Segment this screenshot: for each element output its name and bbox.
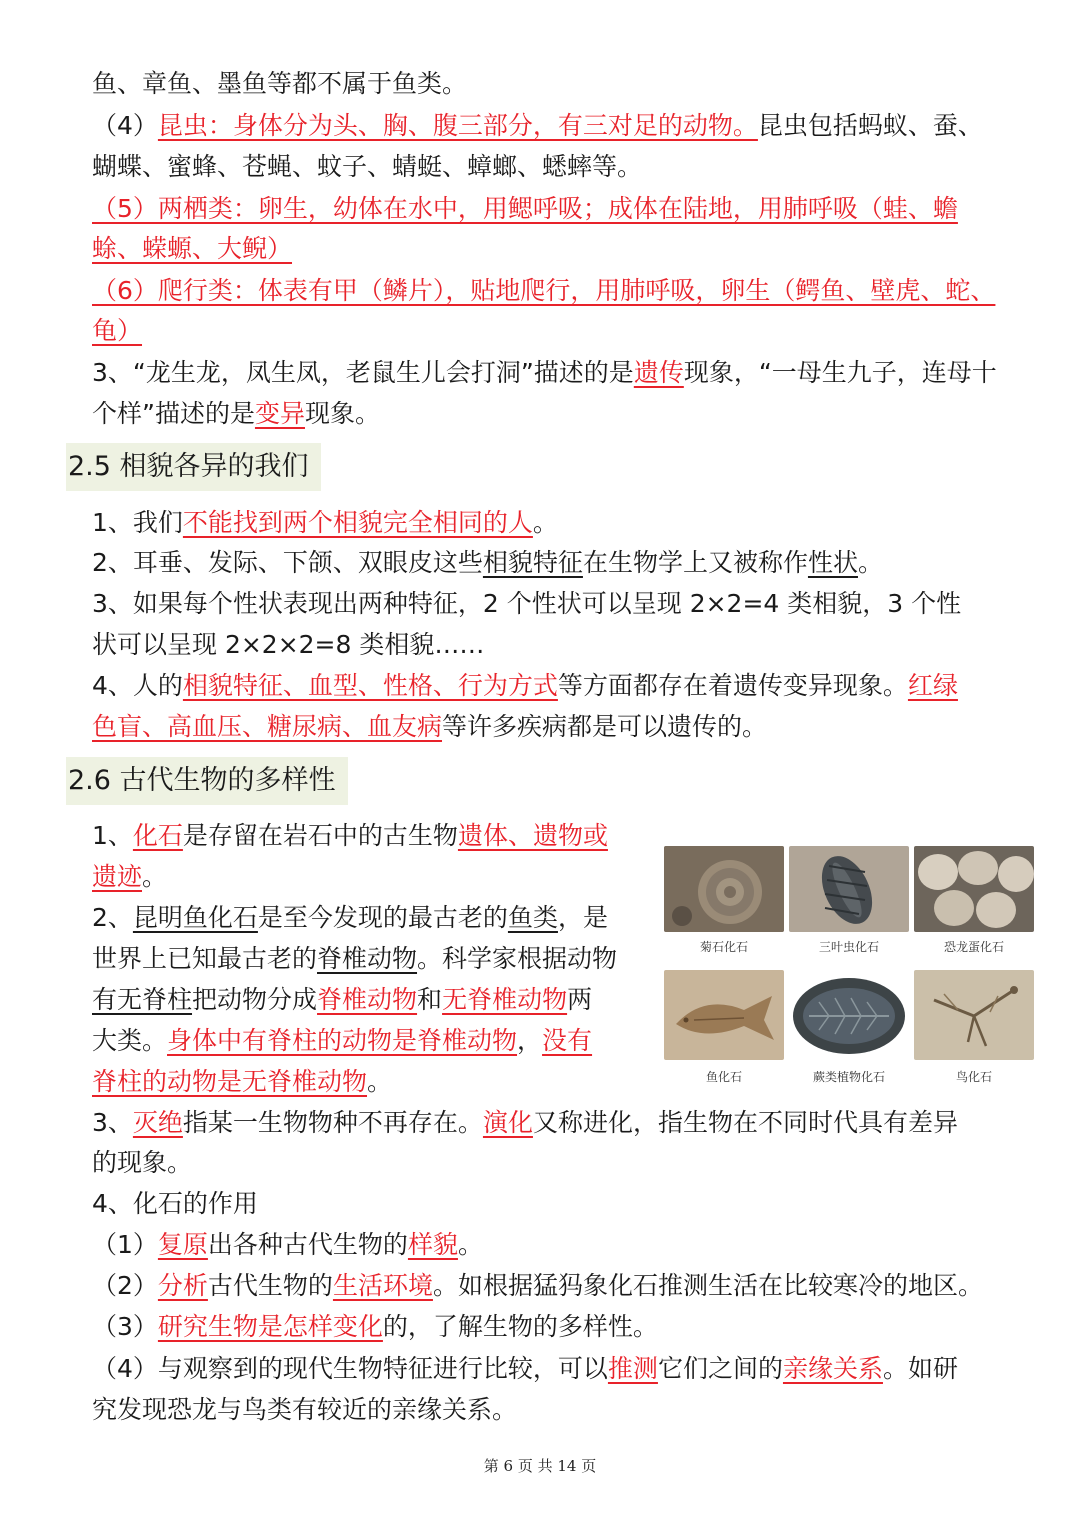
text-line-insects-2: 蝴蝶、蜜蜂、苍蝇、蚊子、蜻蜓、蟑螂、蟋蟀等。 (92, 152, 643, 181)
text-line-2-6-3b: 的现象。 (92, 1148, 193, 1177)
page-footer: 第 6 页 共 14 页 (483, 1457, 597, 1475)
text-line-2-5-1: 1、我们不能找到两个相貌完全相同的人。 (92, 508, 558, 537)
text-line-insects: （4）昆虫：身体分为头、胸、腹三部分，有三对足的动物。昆虫包括蚂蚁、蚕、 (92, 111, 983, 140)
text-line-reptiles: （6）爬行类：体表有甲（鳞片），贴地爬行，用肺呼吸，卵生（鳄鱼、壁虎、蛇、 (92, 276, 996, 305)
section-heading-2-5: 2.5 相貌各异的我们 (66, 443, 321, 491)
text-line-reptiles-2: 龟） (92, 316, 143, 345)
text-line-2-6-4: 4、化石的作用 (92, 1189, 258, 1218)
text-line-2-5-3: 3、如果每个性状表现出两种特征，2 个性状可以呈现 2×2=4 类相貌，3 个性 (92, 589, 962, 618)
text-line-2-6-2e: 脊柱的动物是无脊椎动物。 (92, 1067, 393, 1096)
ammonite-fossil-image (664, 846, 784, 932)
text-line-2-6-2b: 世界上已知最古老的脊椎动物。科学家根据动物 (92, 944, 618, 973)
caption-fish: 鱼化石 (705, 1070, 742, 1084)
text-line-2-5-4: 4、人的相貌特征、血型、性格、行为方式等方面都存在着遗传变异现象。红绿 (92, 671, 958, 700)
text-line-2-6-1b: 遗迹。 (92, 862, 168, 891)
text-line-fossil-use-3: （3）研究生物是怎样变化的，了解生物的多样性。 (92, 1312, 658, 1341)
text-line-2-5-3b: 状可以呈现 2×2×2=8 类相貌…… (92, 630, 485, 659)
caption-ammonite: 菊石化石 (699, 940, 748, 954)
text-line-2-6-1: 1、化石是存留在岩石中的古生物遗体、遗物或 (92, 821, 608, 850)
text-line-2-6-3: 3、灭绝指某一生物物种不再存在。演化又称进化，指生物在不同时代具有差异 (92, 1108, 958, 1137)
text-line-fossil-use-2: （2）分析古代生物的生活环境。如根据猛犸象化石推测生活在比较寒冷的地区。 (92, 1271, 983, 1300)
caption-bird: 鸟化石 (955, 1070, 992, 1084)
text-line-heredity: 3、“龙生龙，凤生凤，老鼠生儿会打洞”描述的是遗传现象，“一母生九子，连母十 (92, 358, 997, 387)
text-line-heredity-2: 个样”描述的是变异现象。 (92, 399, 380, 428)
text-line-amphibians-2: 蜍、蝾螈、大鲵） (92, 234, 293, 263)
text-line-fossil-use-4: （4）与观察到的现代生物特征进行比较，可以推测它们之间的亲缘关系。如研 (92, 1354, 958, 1383)
bird-fossil-image (914, 970, 1034, 1060)
dinosaur-egg-fossil-image (914, 846, 1034, 932)
text-line-2-6-2: 2、昆明鱼化石是至今发现的最古老的鱼类，是 (92, 903, 608, 932)
trilobite-fossil-image (789, 846, 909, 932)
caption-fern: 蕨类植物化石 (812, 1070, 885, 1084)
section-heading-2-6: 2.6 古代生物的多样性 (66, 757, 348, 805)
text-line-amphibians: （5）两栖类：卵生，幼体在水中，用鳃呼吸；成体在陆地，用肺呼吸（蛙、蟾 (92, 194, 958, 223)
caption-dinosaur-egg: 恐龙蛋化石 (943, 940, 1004, 954)
text-line-2-5-2: 2、耳垂、发际、下颌、双眼皮这些相貌特征在生物学上又被称作性状。 (92, 548, 883, 577)
text-line-fish: 鱼、章鱼、墨鱼等都不属于鱼类。 (92, 69, 468, 98)
text-line-2-6-2c: 有无脊柱把动物分成脊椎动物和无脊椎动物两 (92, 985, 593, 1014)
fossil-figure (658, 842, 1038, 1090)
text-line-2-6-2d: 大类。身体中有脊柱的动物是脊椎动物，没有 (92, 1026, 593, 1055)
text-line-fossil-use-1: （1）复原出各种古代生物的样貌。 (92, 1230, 483, 1259)
fern-fossil-image (789, 970, 909, 1060)
text-line-fossil-use-4b: 究发现恐龙与鸟类有较近的亲缘关系。 (92, 1395, 518, 1424)
fish-fossil-image (664, 970, 784, 1060)
text-line-2-5-4b: 色盲、高血压、糖尿病、血友病等许多疾病都是可以遗传的。 (92, 712, 768, 741)
caption-trilobite: 三叶虫化石 (818, 940, 879, 954)
